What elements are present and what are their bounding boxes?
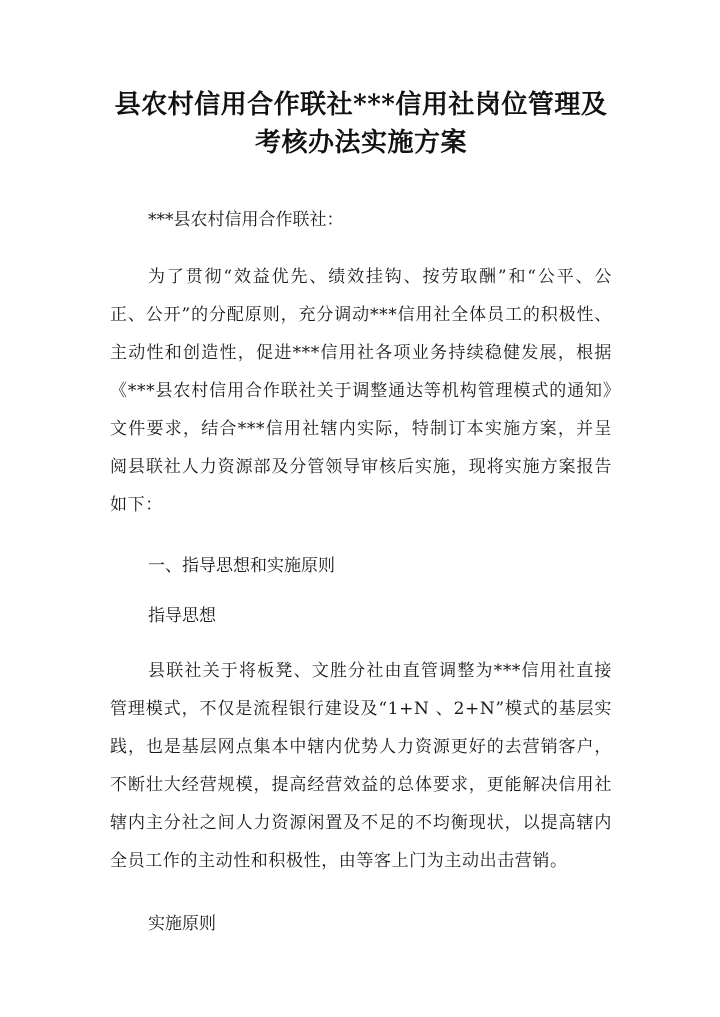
document-title: 县农村信用合作联社***信用社岗位管理及考核办法实施方案 <box>114 90 608 158</box>
section-heading: 一、指导思想和实施原则 <box>148 556 335 576</box>
subheading-guiding: 指导思想 <box>148 606 216 626</box>
guiding-paragraph: 县联社关于将板凳、文胜分社由直管调整为***信用社直接管理模式，不仅是流程银行建设及“1+N 、2+N”模式的基层实践，也是基层网点集本中辖内优势人力资源更好的去营销客户，不断壮大经营规模，提高经营效益的总体要求，更能解决信用社辖内主分社之间人力资源闲置及不足的不均衡现状，以提高辖内全员工作的主动性和积极性，由等客上门为主动出击营销。 <box>110 661 612 871</box>
intro-paragraph: 为了贯彻“效益优先、绩效挂钩、按劳取酬”和“公平、公正、公开”的分配原则，充分调动***信用社全体员工的积极性、主动性和创造性，促进***信用社各项业务持续稳健发展，根据《***县农村信用合作联社关于调整通达等机构管理模式的通知》文件要求，结合***信用社辖内实际，特制订本实施方案，并呈阅县联社人力资源部及分管领导审核后实施，现将实施方案报告如下： <box>110 267 612 515</box>
salutation: ***县农村信用合作联社： <box>148 210 344 230</box>
subheading-principles: 实施原则 <box>148 914 216 934</box>
